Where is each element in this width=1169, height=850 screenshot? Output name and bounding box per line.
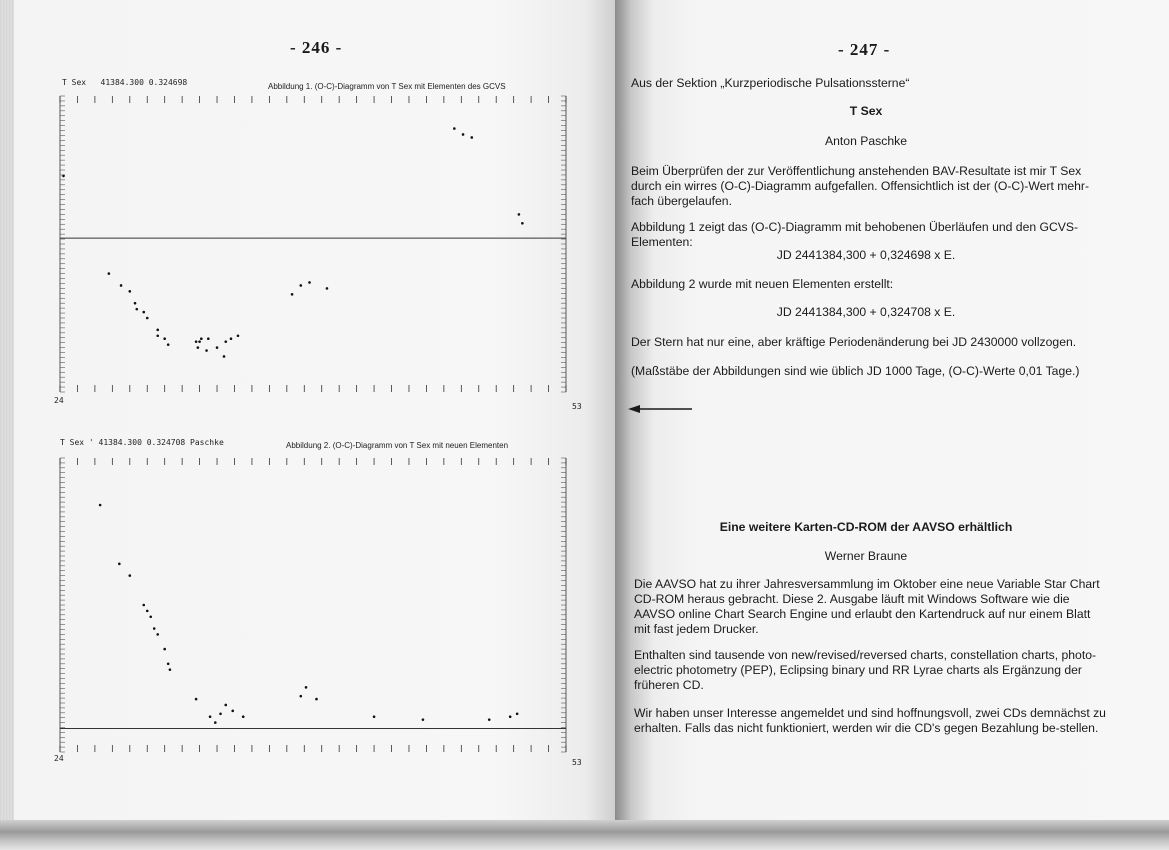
data-point — [120, 284, 123, 287]
data-point — [231, 710, 234, 713]
article1-formula2: JD 2441384,300 + 0,324708 x E. — [776, 305, 956, 319]
data-point — [163, 337, 166, 340]
data-point — [422, 718, 425, 721]
data-point — [118, 563, 121, 566]
data-point — [242, 715, 245, 718]
article2-para2: Enthalten sind tausende von new/revised/reversed charts, constellation charts, photo-electric photometry (PEP), Eclipsing binary und RR Lyrae charts als Ergänzung der früheren CD. — [634, 648, 1097, 692]
data-point — [516, 712, 519, 715]
figure2-caption: Abbildung 2. (O-C)-Diagramm von T Sex mit neuen Elementen — [286, 441, 509, 450]
data-point — [156, 334, 159, 337]
book-edge-bottom — [0, 820, 1169, 850]
article1-title: T Sex — [849, 104, 883, 118]
data-point — [62, 175, 65, 178]
data-point — [453, 127, 456, 130]
data-point — [146, 610, 149, 613]
figure1-caption: Abbildung 1. (O-C)-Diagramm von T Sex mit Elementen des GCVS — [268, 82, 506, 91]
book-edge-left — [0, 0, 14, 850]
figure1-chart — [56, 90, 572, 400]
figure1-x-end: 53 — [572, 402, 582, 411]
data-point — [99, 504, 102, 507]
article1-para4: Der Stern hat nur eine, aber kräftige Periodenänderung bei JD 2430000 vollzogen. — [631, 335, 1077, 349]
page-number-left: - 246 - — [290, 38, 343, 57]
article1-para2: Abbildung 1 zeigt das (O-C)-Diagramm mit behobenen Überläufen und den GCVS-Elementen: — [631, 220, 1079, 249]
data-point — [163, 648, 166, 651]
data-point — [462, 133, 465, 136]
data-point — [299, 695, 302, 698]
data-point — [146, 317, 149, 320]
data-point — [237, 334, 240, 337]
figure2-header: T Sex ' 41384.300 0.324708 Paschke — [60, 438, 224, 447]
data-point — [197, 346, 200, 349]
article1-para1: Beim Überprüfen der zur Veröffentlichung anstehenden BAV-Resultate ist mir T Sex durch ein wirres (O-C)-Diagramm aufgefallen. Offensichtlich ist der (O-C)-Wert mehr-fach übergelaufen. — [631, 164, 1090, 208]
data-point — [167, 663, 170, 666]
data-point — [326, 287, 329, 290]
data-point — [230, 337, 233, 340]
data-point — [153, 627, 156, 630]
article2-title: Eine weitere Karten-CD-ROM der AAVSO erhältlich — [719, 520, 1013, 534]
data-point — [224, 340, 227, 343]
data-point — [214, 721, 217, 724]
figure2-x-end: 53 — [572, 758, 582, 767]
data-point — [488, 718, 491, 721]
data-point — [205, 349, 208, 352]
data-point — [509, 715, 512, 718]
data-point — [224, 704, 227, 707]
data-point — [219, 712, 222, 715]
article2-author: Werner Braune — [824, 549, 908, 563]
data-point — [209, 715, 212, 718]
data-point — [135, 308, 138, 311]
data-point — [169, 668, 172, 671]
data-point — [308, 281, 311, 284]
article1-author: Anton Paschke — [825, 134, 907, 148]
data-point — [149, 615, 152, 618]
data-point — [315, 698, 318, 701]
data-point — [142, 604, 145, 607]
data-point — [373, 715, 376, 718]
data-point — [128, 290, 131, 293]
data-point — [156, 633, 159, 636]
data-point — [195, 698, 198, 701]
data-point — [134, 302, 137, 305]
article1-para3: Abbildung 2 wurde mit neuen Elementen erstellt: — [631, 277, 894, 291]
data-point — [167, 343, 170, 346]
data-point — [128, 574, 131, 577]
page-247 — [615, 0, 1169, 820]
data-point — [108, 272, 111, 275]
data-point — [156, 329, 159, 332]
figure1-header: T Sex 41384.300 0.324698 — [62, 78, 188, 87]
section-line: Aus der Sektion „Kurzperiodische Pulsationssterne“ — [631, 76, 910, 90]
article2-para1: Die AAVSO hat zu ihrer Jahresversammlung im Oktober eine neue Variable Star Chart CD-ROM heraus gebracht. Diese 2. Ausgabe läuft mit Windows Software wie die AAVSO online Chart Search Engine und erlaubt den Kartendruck auf nur einem Blatt mit fast jedem Drucker. — [634, 577, 1100, 636]
data-point — [195, 340, 198, 343]
data-point — [207, 337, 210, 340]
data-point — [521, 222, 524, 225]
data-point — [299, 284, 302, 287]
article1-formula1: JD 2441384,300 + 0,324698 x E. — [776, 248, 956, 262]
data-point — [518, 213, 521, 216]
arrow-left-icon — [628, 402, 694, 416]
data-point — [198, 340, 201, 343]
data-point — [216, 346, 219, 349]
data-point — [470, 136, 473, 139]
data-point — [142, 311, 145, 314]
figure2-x-start: 24 — [54, 754, 64, 763]
article2-para3: Wir haben unser Interesse angemeldet und sind hoffnungsvoll, zwei CDs demnächst zu erhalten. Falls das nicht funktioniert, werden wir die CD's gegen Bezahlung be-stellen. — [634, 706, 1106, 735]
article1-para5: (Maßstäbe der Abbildungen sind wie üblich JD 1000 Tage, (O-C)-Werte 0,01 Tage.) — [631, 364, 1080, 378]
data-point — [305, 686, 308, 689]
data-point — [291, 293, 294, 296]
data-point — [200, 337, 203, 340]
figure1-x-start: 24 — [54, 396, 64, 405]
page-number-right: - 247 - — [838, 40, 891, 59]
figure2-chart — [56, 452, 572, 760]
data-point — [223, 355, 226, 358]
